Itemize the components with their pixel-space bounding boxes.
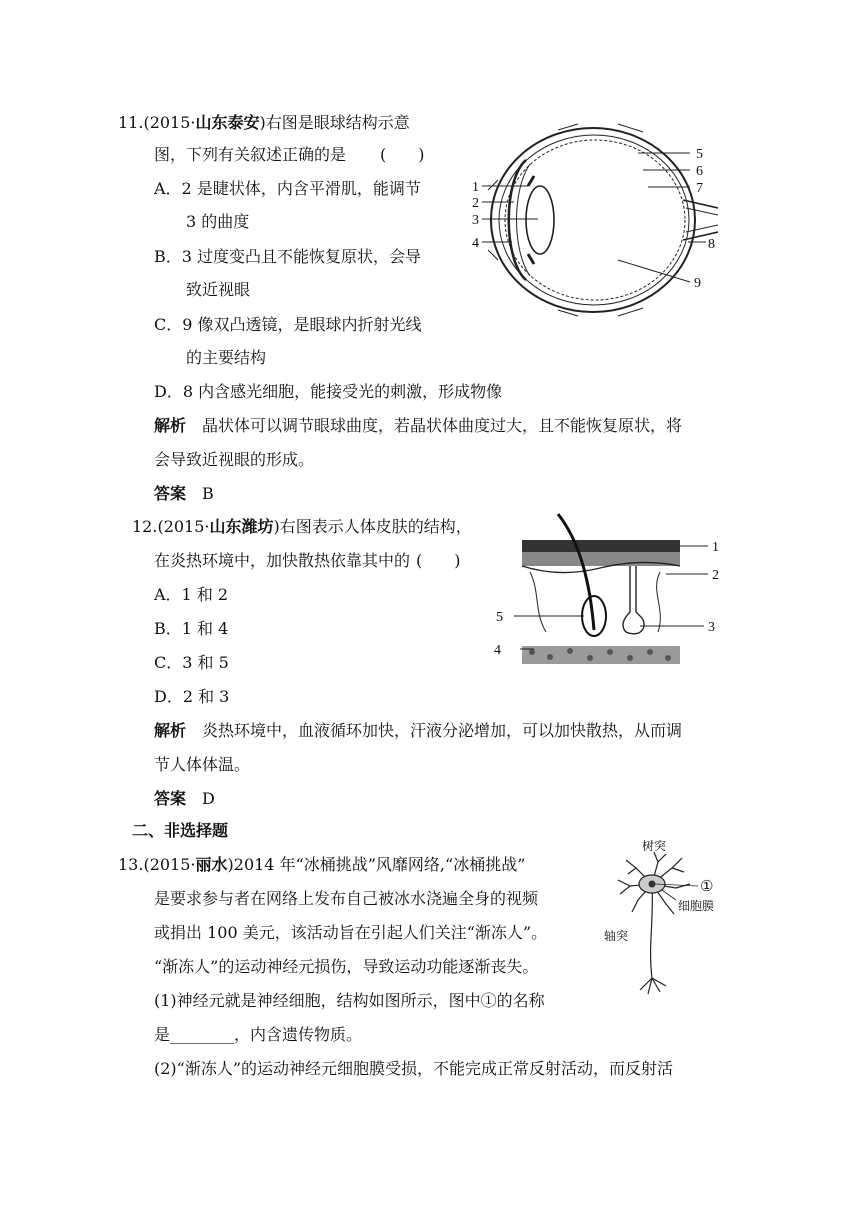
q11-analysis-line2: 会导致近视眼的形成。 (154, 450, 315, 469)
q13-sub1-line2: 是________，内含遗传物质。 (154, 1025, 363, 1044)
q13-stem-line1 (118, 854, 525, 876)
q11-bracket: ( ) (380, 145, 425, 164)
eye-label-8: 8 (708, 237, 715, 252)
eye-label-3: 3 (472, 213, 479, 228)
q11-option-b-line1: B．3 过度变凸且不能恢复原状，会导 (154, 247, 422, 266)
q11-answer-label: 答案 (154, 484, 187, 503)
q13-sub2-line1: (2)“渐冻人”的运动神经元细胞膜受损，不能完成正常反射活动，而反射活 (154, 1059, 674, 1078)
q13-stem-text1: 2014 年“冰桶挑战”风靡网络,“冰桶挑战” (233, 855, 526, 874)
q12-source-place: 山东潍坊 (209, 517, 274, 536)
eye-diagram (468, 120, 718, 325)
q12-source-prefix: (2015· (157, 517, 210, 536)
q12-stem-line1 (132, 516, 472, 538)
q11-source-suffix: ) (259, 113, 266, 132)
q11-source-place: 山东泰安 (195, 113, 260, 132)
q12-option-c: C．3 和 5 (154, 653, 229, 672)
q11-option-a-line1: A．2 是睫状体，内含平滑肌，能调节 (154, 179, 421, 198)
q13-stem-line3: 或捐出 100 美元，该活动旨在引起人们关注“渐冻人”。 (154, 923, 548, 942)
q11-analysis-label: 解析 (154, 416, 187, 435)
q12-option-b: B．1 和 4 (154, 619, 229, 638)
q12-source-suffix: ) (273, 517, 280, 536)
q11-option-c-line1: C．9 像双凸透镜，是眼球内折射光线 (154, 315, 422, 334)
section-title: 二、非选择题 (132, 821, 229, 840)
q12-analysis-line2: 节人体体温。 (154, 755, 251, 774)
skin-label-2: 2 (712, 568, 719, 583)
q12-option-a: A．1 和 2 (154, 585, 229, 604)
skin-label-4: 4 (494, 643, 501, 658)
skin-label-3: 3 (708, 620, 715, 635)
q13-source-suffix: ) (227, 855, 234, 874)
q13-sub1-line1: (1)神经元就是神经细胞，结构如图所示，图中①的名称 (154, 991, 545, 1010)
skin-label-5: 5 (496, 610, 503, 625)
q11-source-prefix: (2015· (143, 113, 196, 132)
q11-analysis-text1: 晶状体可以调节眼球曲度，若晶状体曲度过大，且不能恢复原状，将 (202, 416, 683, 435)
q11-option-c-line2: 的主要结构 (186, 348, 267, 367)
neuron-label-membrane: 细胞膜 (678, 899, 715, 913)
neuron-label-axon: 轴突 (604, 929, 629, 943)
q13-stem-line4: “渐冻人”的运动神经元损伤，导致运动功能逐渐丧失。 (154, 957, 539, 976)
q12-stem-line2 (154, 550, 461, 572)
q12-option-d: D．2 和 3 (154, 687, 230, 706)
neuron-label-dendrite: 树突 (642, 839, 667, 853)
q11-analysis-line1 (154, 415, 682, 437)
q11-answer: B (202, 484, 214, 503)
neuron-label-circle1: ① (700, 877, 714, 895)
q13-stem-line2: 是要求参与者在网络上发布自己被冰水浇遍全身的视频 (154, 889, 539, 908)
eye-label-4: 4 (472, 236, 479, 251)
eye-label-7: 7 (696, 181, 703, 196)
q12-answer-label: 答案 (154, 789, 187, 808)
eye-label-1: 1 (472, 180, 479, 195)
q12-bracket: ( ) (416, 551, 461, 570)
q12-stem-text1: 右图表示人体皮肤的结构， (279, 517, 472, 536)
q11-option-b-line2: 致近视眼 (186, 280, 251, 299)
eye-label-5: 5 (696, 147, 703, 162)
q11-stem-line2 (154, 144, 425, 166)
neuron-diagram (596, 838, 736, 1000)
q12-stem-text2: 在炎热环境中，加快散热依靠其中的 (154, 551, 411, 570)
q11-stem-text2: 图，下列有关叙述正确的是 (154, 145, 347, 164)
q12-analysis-text1: 炎热环境中，血液循环加快，汗液分泌增加，可以加快散热，从而调 (202, 721, 683, 740)
q11-option-d: D．8 内含感光细胞，能接受光的刺激，形成物像 (154, 382, 503, 401)
q11-option-a-line2: 3 的曲度 (186, 212, 250, 231)
q12-answer-line (154, 788, 215, 810)
eye-label-9: 9 (694, 276, 701, 291)
q13-source-prefix: (2015· (143, 855, 196, 874)
q12-number: 12. (132, 517, 158, 536)
skin-label-1: 1 (712, 540, 719, 555)
q12-answer: D (202, 789, 215, 808)
eye-label-6: 6 (696, 164, 703, 179)
skin-diagram (490, 512, 730, 668)
q11-number: 11. (118, 113, 144, 132)
q11-stem-line1 (118, 112, 410, 134)
q12-analysis-line1 (154, 720, 682, 742)
q13-source-place: 丽水 (195, 855, 228, 874)
eye-label-2: 2 (472, 196, 479, 211)
q11-stem-text1: 右图是眼球结构示意 (265, 113, 410, 132)
q13-number: 13. (118, 855, 144, 874)
q11-answer-line (154, 483, 214, 505)
q12-analysis-label: 解析 (154, 721, 187, 740)
